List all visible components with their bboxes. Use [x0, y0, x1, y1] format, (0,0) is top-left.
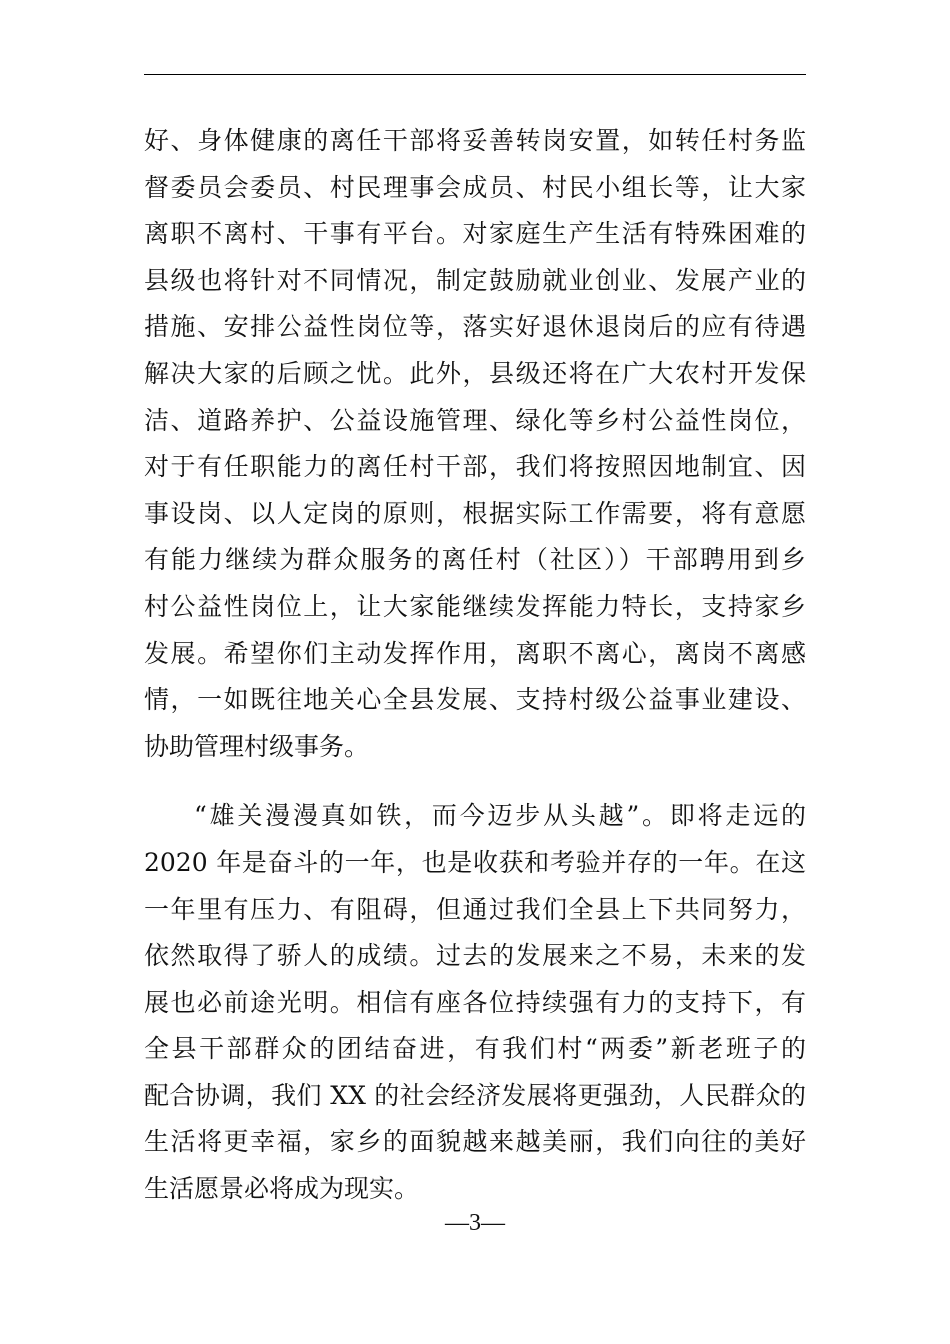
paragraph-1	[144, 118, 806, 770]
paragraph-spacer	[144, 770, 806, 793]
text-line: 协助管理村级事务。	[144, 731, 370, 761]
paragraph-2	[144, 793, 806, 1212]
document-body	[144, 118, 806, 1213]
text-line: 解决大家的后顾之忧。此外，县级还将在广大农村开发保	[144, 358, 806, 388]
text-line: 事设岗、以人定岗的原则，根据实际工作需要，将有意愿	[144, 498, 806, 528]
text-line: 有能力继续为群众服务的离任村（社区））干部聘用到乡	[144, 545, 806, 575]
header-rule	[144, 74, 806, 75]
text-line: 生活愿景必将成为现实。	[144, 1174, 420, 1204]
text-line: “雄关漫漫真如铁，而今迈步从头越”。即将走远的	[194, 801, 806, 831]
text-line: 情，一如既往地关心全县发展、支持村级公益事业建设、	[144, 685, 806, 715]
text-line: 洁、道路养护、公益设施管理、绿化等乡村公益性岗位，	[144, 405, 806, 435]
page-number: —3—	[445, 1210, 505, 1236]
text-line: 展也必前途光明。相信有座各位持续强有力的支持下，有	[144, 987, 806, 1017]
text-line: 一年里有压力、有阻碍，但通过我们全县上下共同努力，	[144, 894, 806, 924]
text-line: 村公益性岗位上，让大家能继续发挥能力特长，支持家乡	[144, 591, 806, 621]
text-line: 督委员会委员、村民理事会成员、村民小组长等，让大家	[144, 172, 806, 202]
text-line: 配合协调，我们 XX 的社会经济发展将更强劲，人民群众的	[144, 1080, 806, 1110]
text-line: 好、身体健康的离任干部将妥善转岗安置，如转任村务监	[144, 126, 806, 155]
text-line: 全县干部群众的团结奋进，有我们村“两委”新老班子的	[144, 1034, 806, 1064]
text-line: 生活将更幸福，家乡的面貌越来越美丽，我们向往的美好	[144, 1127, 806, 1157]
text-line: 依然取得了骄人的成绩。过去的发展来之不易，未来的发	[144, 941, 806, 971]
text-line: 对于有任职能力的离任村干部，我们将按照因地制宜、因	[144, 452, 806, 482]
text-line: 2020 年是奋斗的一年，也是收获和考验并存的一年。在这	[144, 847, 806, 877]
text-line: 措施、安排公益性岗位等，落实好退休退岗后的应有待遇	[144, 312, 806, 342]
text-line: 离职不离村、干事有平台。对家庭生产生活有特殊困难的	[144, 219, 806, 249]
text-line: 县级也将针对不同情况，制定鼓励就业创业、发展产业的	[144, 265, 806, 295]
text-line: 发展。希望你们主动发挥作用，离职不离心，离岗不离感	[144, 638, 806, 668]
